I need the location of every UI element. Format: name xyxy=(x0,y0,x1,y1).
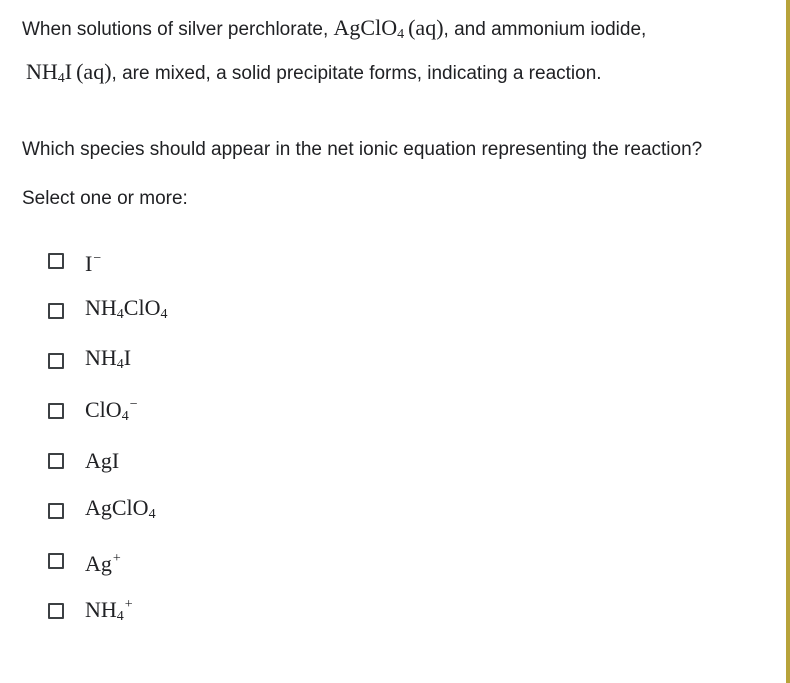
checkbox[interactable] xyxy=(48,453,64,469)
option-silver-ion[interactable] xyxy=(48,546,121,576)
option-iodide[interactable] xyxy=(48,246,101,276)
option-perchlorate[interactable] xyxy=(48,396,138,426)
checkbox[interactable] xyxy=(48,603,64,619)
checkbox[interactable] xyxy=(48,503,64,519)
prompt-formula-agclo4: AgClO$_4$ (aq) xyxy=(333,15,444,42)
option-label: ClO$_4$− xyxy=(85,397,138,424)
prompt-text-before: When solutions of silver perchlorate, xyxy=(22,19,329,40)
option-ammonium[interactable] xyxy=(48,596,133,626)
option-label: $NH_4I$ xyxy=(85,344,132,372)
option-label: $NH_4^+$ xyxy=(85,597,133,624)
right-accent-rule xyxy=(786,0,790,683)
checkbox[interactable] xyxy=(48,303,64,319)
instruction-text: Select one or more: xyxy=(22,188,188,209)
checkbox[interactable] xyxy=(48,553,64,569)
prompt-text-2-after: , are mixed, a solid precipitate forms, indicating a reaction. xyxy=(111,63,602,84)
option-nh4clo4[interactable] xyxy=(48,296,167,326)
option-agclo4[interactable] xyxy=(48,496,156,526)
prompt-formula-nh4i: $NH_4I$ (aq) xyxy=(26,59,112,86)
option-label: I− xyxy=(85,250,102,276)
prompt-line-2 xyxy=(26,58,602,93)
prompt-line-1 xyxy=(22,14,646,49)
checkbox[interactable] xyxy=(48,403,64,419)
question-text: Which species should appear in the net ionic equation representing the reaction? xyxy=(22,139,703,160)
option-label: AgClO$_4$ xyxy=(85,494,156,522)
prompt-text-after: , and ammonium iodide, xyxy=(443,19,647,40)
option-agi[interactable] xyxy=(48,446,119,476)
option-label: AgI xyxy=(85,448,120,473)
checkbox[interactable] xyxy=(48,253,64,269)
option-nh4i[interactable] xyxy=(48,346,131,376)
option-label: Ag+ xyxy=(85,550,121,576)
option-label: $NH_4ClO_4$ xyxy=(85,294,168,322)
checkbox[interactable] xyxy=(48,353,64,369)
